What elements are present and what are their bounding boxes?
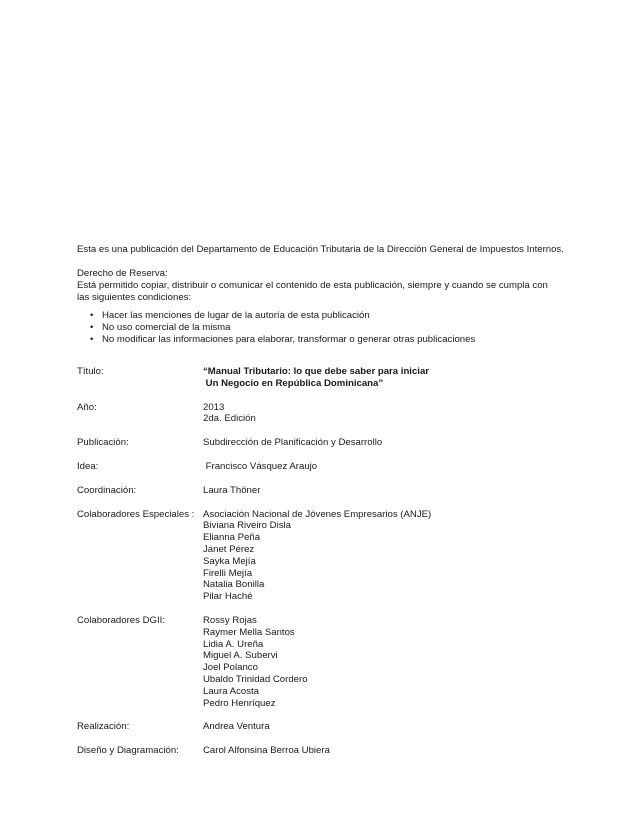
list-item: • No uso comercial de la misma — [90, 322, 231, 334]
credit-value: Rossy Rojas Raymer Mella Santos Lidia A. Ureña Miguel A. Subervi Joel Polanco Ubaldo Trinidad Cordero Laura Acosta Pedro Henríquez — [203, 614, 308, 709]
credit-label: Diseño y Diagramación: — [77, 745, 179, 757]
rights-text: Está permitido copiar, distribuir o comunicar el contenido de esta publicación, siempre y cuando se cumpla con las siguientes condiciones: — [77, 279, 548, 303]
credit-row-design — [77, 745, 557, 757]
rights-heading: Derecho de Reserva: — [77, 268, 168, 279]
intro-paragraph: Esta es una publicación del Departamento de Educación Tributaria de la Dirección General de Impuestos Internos. — [77, 244, 564, 255]
list-item: • Hacer las menciones de lugar de la autoría de esta publicación — [90, 310, 370, 322]
list-item: • No modificar las informaciones para elaborar, transformar o generar otras publicaciones — [90, 333, 476, 345]
credit-row-dgii-collaborators — [77, 615, 557, 709]
credit-label: Coordinación: — [77, 484, 137, 496]
credit-row-year — [77, 402, 557, 426]
credit-label: Colaboradores DGII: — [77, 614, 165, 626]
book-title: “Manual Tributario: lo que debe saber para iniciar Un Negocio en República Dominicana” — [203, 366, 430, 389]
credit-value: Carol Alfonsina Berroa Ubiera — [203, 745, 330, 757]
credit-row-coordination — [77, 485, 557, 497]
credit-row-publication — [77, 437, 557, 449]
credit-label: Título: — [77, 366, 104, 377]
credit-value: Subdirección de Planificación y Desarrollo — [203, 437, 383, 449]
bullet-icon: • — [90, 333, 94, 345]
bullet-icon: • — [90, 322, 94, 334]
credit-row-idea — [77, 461, 557, 473]
credit-value: 2013 2da. Edición — [203, 401, 256, 425]
credit-label: Publicación: — [77, 437, 129, 449]
credit-label: Año: — [77, 401, 97, 413]
conditions-list — [77, 310, 557, 345]
credit-row-realization — [77, 721, 557, 733]
credit-row-title — [77, 366, 557, 390]
credit-value: Andrea Ventura — [203, 721, 270, 733]
credit-value: Laura Thöner — [203, 484, 261, 496]
credit-value: Asociación Nacional de Jóvenes Empresarios (ANJE) Biviana Riveiro Disla Elianna Peña Janet Pérez Sayka Mejía Firelli Mejía Natalia Bonilla Pilar Haché — [203, 508, 432, 603]
credit-value: Francisco Vásquez Araujo — [203, 460, 318, 472]
credit-label: Idea: — [77, 460, 99, 472]
credits-section — [77, 366, 557, 757]
rights-section — [77, 268, 557, 346]
credit-label: Colaboradores Especiales : — [77, 508, 195, 520]
credit-label: Realización: — [77, 721, 130, 733]
credit-row-special-collaborators — [77, 509, 557, 603]
bullet-icon: • — [90, 310, 94, 322]
